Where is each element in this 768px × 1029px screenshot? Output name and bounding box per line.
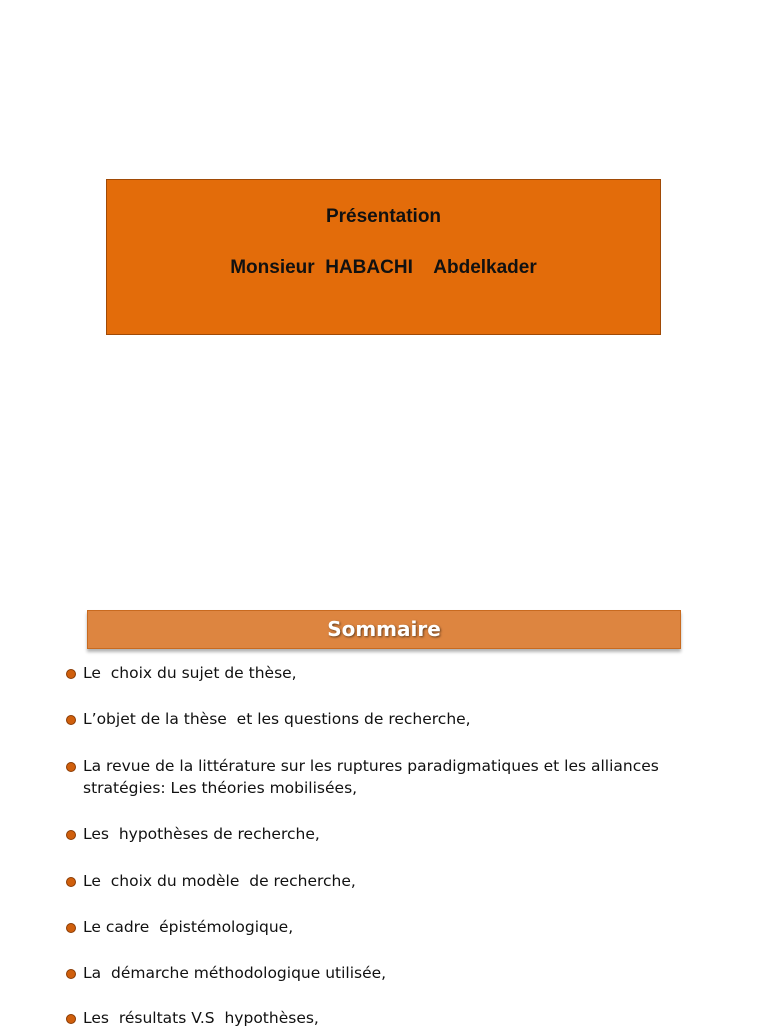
bullet-icon	[66, 669, 76, 679]
bullet-icon	[66, 877, 76, 887]
sommaire-title: Sommaire	[327, 617, 441, 641]
toc-item-text: La démarche méthodologique utilisée,	[83, 964, 387, 982]
toc-item	[66, 755, 706, 799]
toc-item-text: L’objet de la thèse et les questions de recherche,	[83, 710, 471, 728]
toc-item-text: Le choix du modèle de recherche,	[83, 872, 356, 890]
bullet-icon	[66, 830, 76, 840]
toc-item-text: Le cadre épistémologique,	[83, 918, 294, 936]
toc-item	[66, 823, 706, 845]
toc-item-text: Le choix du sujet de thèse,	[83, 664, 297, 682]
presenter-name: Monsieur HABACHI Abdelkader	[230, 257, 537, 278]
toc-item	[66, 962, 706, 984]
bullet-icon	[66, 1014, 76, 1024]
sommaire-header-bar	[87, 610, 681, 649]
toc-item-text: La revue de la littérature sur les ruptures paradigmatiques et les alliances stratégies: Les théories mobilisées,	[83, 757, 664, 797]
toc-item	[66, 1007, 706, 1029]
bullet-icon	[66, 969, 76, 979]
bullet-icon	[66, 923, 76, 933]
toc-item	[66, 708, 706, 730]
presentation-heading: Présentation	[325, 206, 442, 227]
title-slide-box	[106, 179, 661, 335]
toc-item	[66, 870, 706, 892]
bullet-icon	[66, 715, 76, 725]
toc-item-text: Les hypothèses de recherche,	[83, 825, 320, 843]
toc-item	[66, 662, 706, 684]
toc-item-text: Les résultats V.S hypothèses,	[83, 1009, 319, 1027]
bullet-icon	[66, 762, 76, 772]
toc-item	[66, 916, 706, 938]
